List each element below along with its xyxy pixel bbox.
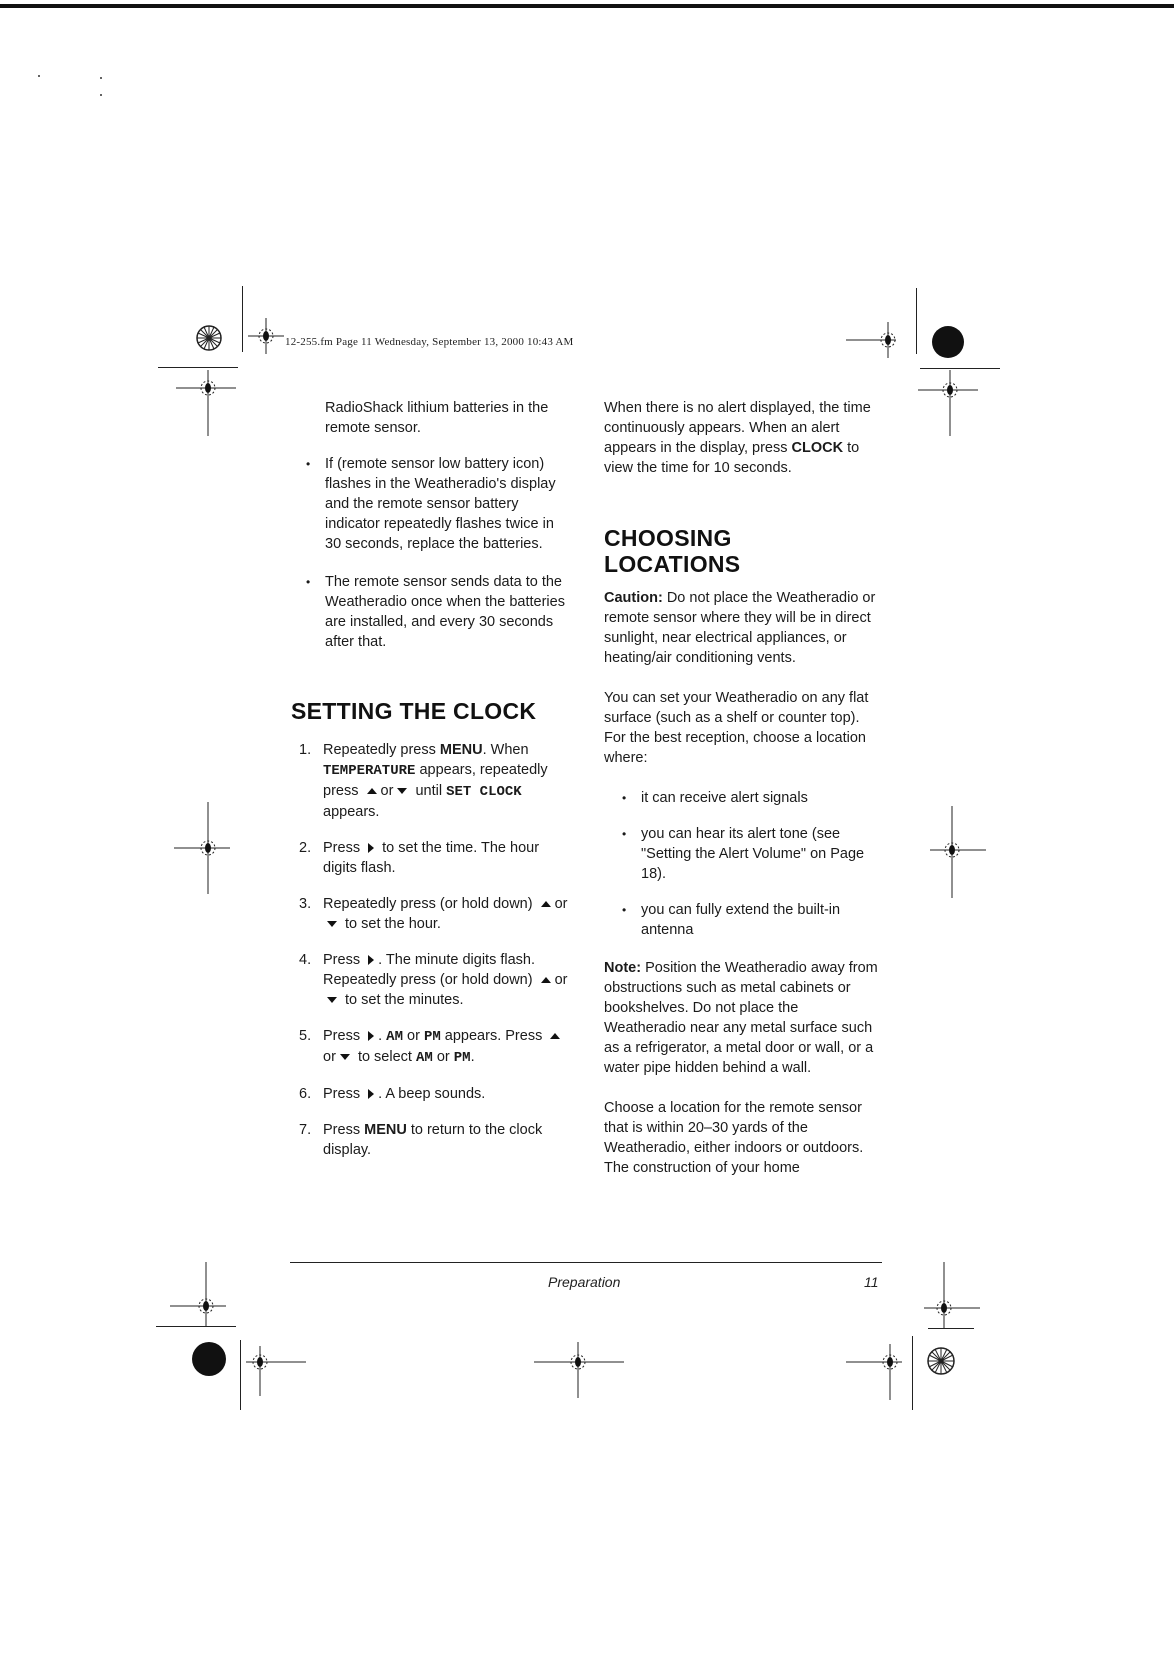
crosshair-registration-mark — [918, 370, 978, 436]
crop-mark — [156, 1326, 236, 1327]
up-arrow-icon — [541, 901, 551, 907]
crosshair-registration-mark — [846, 1344, 906, 1400]
step-5: 5. Press . AM or PM appears. Press or to select AM or PM. — [299, 1026, 571, 1068]
right-arrow-icon — [368, 843, 374, 853]
up-arrow-icon — [541, 977, 551, 983]
note-label: Note: — [604, 960, 642, 976]
crosshair-registration-mark — [174, 802, 230, 894]
placement-paragraph: You can set your Weatheradio on any flat surface (such as a shelf or counter top). For the best reception, choose a location where: — [604, 690, 869, 766]
crosshair-registration-mark — [924, 1262, 980, 1328]
down-arrow-icon — [327, 921, 337, 927]
crop-mark — [240, 1340, 241, 1410]
clock-display-paragraph: When there is no alert displayed, the time continuously appears. When an alert appears in the display, press CLOCK to view the time for 10 seconds. — [604, 400, 871, 476]
step-6: 6. Press . A beep sounds. — [299, 1086, 486, 1102]
crosshair-registration-mark — [248, 318, 284, 354]
choosing-locations-heading: CHOOSING LOCATIONS — [604, 525, 741, 577]
menu-key-label: MENU — [364, 1122, 407, 1138]
data-interval-bullet: • The remote sensor sends data to the Weatheradio once when the batteries are installed, and every 30 seconds after that. — [306, 572, 570, 652]
location-bullet: • it can receive alert signals — [622, 788, 884, 808]
solid-registration-dot — [192, 1342, 226, 1376]
crosshair-registration-mark — [176, 370, 236, 436]
down-arrow-icon — [340, 1054, 350, 1060]
scan-speck — [100, 94, 102, 96]
starburst-registration-mark — [926, 1346, 956, 1376]
right-arrow-icon — [368, 1089, 374, 1099]
right-arrow-icon — [368, 955, 374, 965]
crop-mark — [928, 1328, 974, 1329]
scan-speck — [100, 77, 102, 79]
up-arrow-icon — [367, 788, 377, 794]
battery-bullet: • If (remote sensor low battery icon) flashes in the Weatheradio's display and the remote sensor battery indicator repeatedly flashes twice in 30 seconds, replace the batteries. — [306, 454, 570, 554]
up-arrow-icon — [550, 1033, 560, 1039]
page-number: 11 — [864, 1274, 879, 1290]
crosshair-registration-mark — [246, 1346, 306, 1396]
left-column — [291, 398, 571, 652]
step-7: 7. Press MENU to return to the clock display. — [299, 1122, 543, 1158]
crosshair-registration-mark — [846, 322, 906, 366]
caution-paragraph: Caution: Do not place the Weatheradio or remote sensor where they will be in direct sunlight, near electrical appliances, or heating/air conditioning vents. — [604, 590, 876, 666]
file-slug-line: 12-255.fm Page 11 Wednesday, September 13, 2000 10:43 AM — [285, 336, 574, 348]
down-arrow-icon — [327, 997, 337, 1003]
locations-section — [604, 588, 884, 1178]
intro-paragraph: RadioShack lithium batteries in the remote sensor. — [325, 400, 549, 436]
right-column — [604, 398, 884, 478]
crosshair-registration-mark — [170, 1262, 226, 1326]
am-display-text: AM — [415, 1050, 433, 1066]
clock-key-label: CLOCK — [791, 440, 844, 456]
down-arrow-icon — [397, 788, 407, 794]
right-arrow-icon — [368, 1031, 374, 1041]
set-clock-display-text: SET CLOCK — [446, 784, 522, 800]
setting-the-clock-heading: SETTING THE CLOCK — [291, 698, 537, 724]
note-paragraph: Note: Position the Weatheradio away from obstructions such as metal cabinets or bookshelves. Do not place the Weatheradio near any metal surface such as a refrigerator, a metal door or wall, or a water pipe hidden behind a wall. — [604, 960, 878, 1076]
step-1: 1. Repeatedly press MENU. When TEMPERATURE appears, repeatedly press or until SET CLOCK appears. — [299, 742, 548, 820]
step-4: 4. Press . The minute digits flash. Repeatedly press (or hold down) or to set the minutes. — [299, 952, 568, 1008]
footer-rule — [290, 1262, 882, 1263]
crop-mark — [242, 286, 243, 352]
pm-display-text: PM — [453, 1050, 471, 1066]
step-3: 3. Repeatedly press (or hold down) or to set the hour. — [299, 896, 568, 932]
remote-sensor-paragraph: Choose a location for the remote sensor that is within 20–30 yards of the Weatheradio, either indoors or outdoors. The construction of your home — [604, 1100, 864, 1176]
top-border-line — [0, 4, 1174, 8]
crosshair-registration-mark — [534, 1342, 624, 1398]
pm-display-text: PM — [423, 1029, 441, 1045]
temperature-display-text: TEMPERATURE — [323, 763, 416, 779]
crop-mark — [158, 367, 238, 368]
crop-mark — [920, 368, 1000, 369]
am-display-text: AM — [386, 1029, 403, 1045]
starburst-registration-mark — [196, 325, 222, 351]
footer-section-title: Preparation — [548, 1274, 621, 1290]
clock-steps-list — [299, 740, 571, 1160]
step-2: 2. Press to set the time. The hour digits flash. — [299, 840, 540, 876]
solid-registration-dot — [932, 326, 964, 358]
crop-mark — [916, 288, 917, 354]
scan-speck — [38, 75, 40, 77]
crop-mark — [912, 1336, 913, 1410]
menu-key-label: MENU — [439, 742, 483, 758]
caution-label: Caution: — [604, 590, 663, 606]
location-bullet: • you can hear its alert tone (see "Setting the Alert Volume" on Page 18). — [622, 824, 884, 884]
crosshair-registration-mark — [930, 806, 986, 898]
location-bullet: • you can fully extend the built-in antenna — [622, 900, 884, 940]
